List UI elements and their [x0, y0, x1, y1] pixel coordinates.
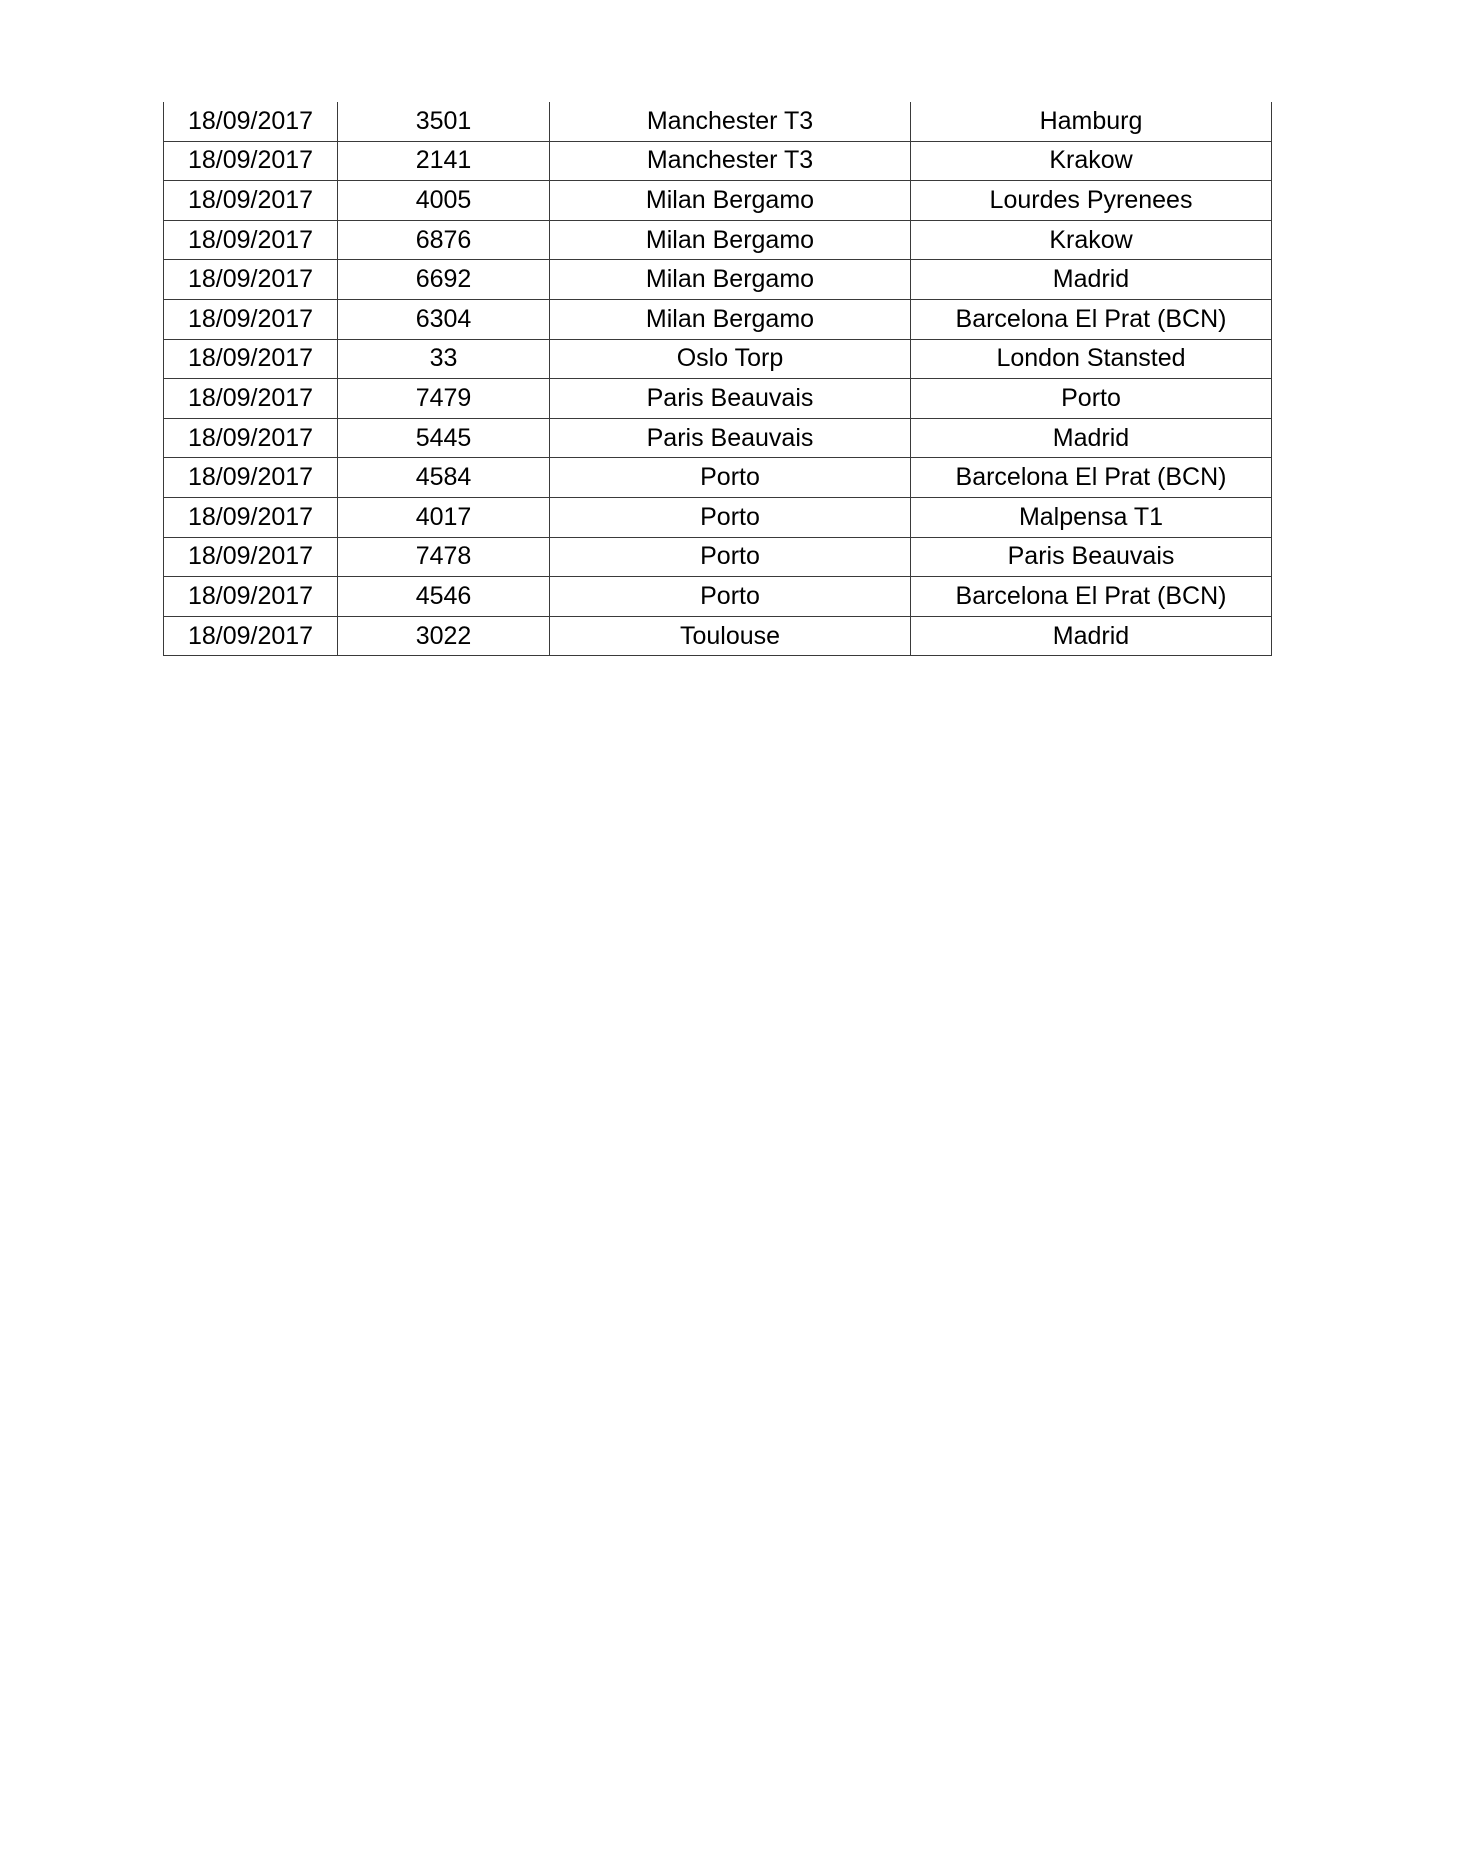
origin-cell: Porto	[550, 458, 911, 498]
table-row	[164, 458, 1272, 498]
flight-number-cell: 3022	[338, 616, 550, 656]
origin-cell: Manchester T3	[550, 102, 911, 141]
date-cell: 18/09/2017	[164, 260, 338, 300]
flight-number-cell: 7479	[338, 379, 550, 419]
flight-number-cell: 4546	[338, 577, 550, 617]
flight-number-cell: 6692	[338, 260, 550, 300]
flights-table	[163, 102, 1272, 656]
date-cell: 18/09/2017	[164, 497, 338, 537]
table-row	[164, 577, 1272, 617]
origin-cell: Milan Bergamo	[550, 220, 911, 260]
table-row	[164, 260, 1272, 300]
date-cell: 18/09/2017	[164, 220, 338, 260]
flight-number-cell: 4017	[338, 497, 550, 537]
date-cell: 18/09/2017	[164, 418, 338, 458]
origin-cell: Paris Beauvais	[550, 379, 911, 419]
table-row	[164, 339, 1272, 379]
origin-cell: Milan Bergamo	[550, 181, 911, 221]
destination-cell: Paris Beauvais	[911, 537, 1272, 577]
destination-cell: Krakow	[911, 220, 1272, 260]
destination-cell: Madrid	[911, 418, 1272, 458]
table-row	[164, 418, 1272, 458]
origin-cell: Toulouse	[550, 616, 911, 656]
flight-number-cell: 5445	[338, 418, 550, 458]
origin-cell: Paris Beauvais	[550, 418, 911, 458]
origin-cell: Porto	[550, 497, 911, 537]
destination-cell: Madrid	[911, 616, 1272, 656]
flight-number-cell: 4584	[338, 458, 550, 498]
destination-cell: Madrid	[911, 260, 1272, 300]
origin-cell: Manchester T3	[550, 141, 911, 181]
date-cell: 18/09/2017	[164, 141, 338, 181]
origin-cell: Milan Bergamo	[550, 299, 911, 339]
date-cell: 18/09/2017	[164, 577, 338, 617]
table-row	[164, 181, 1272, 221]
destination-cell: Porto	[911, 379, 1272, 419]
date-cell: 18/09/2017	[164, 299, 338, 339]
destination-cell: Barcelona El Prat (BCN)	[911, 299, 1272, 339]
date-cell: 18/09/2017	[164, 458, 338, 498]
origin-cell: Milan Bergamo	[550, 260, 911, 300]
origin-cell: Oslo Torp	[550, 339, 911, 379]
table-row	[164, 299, 1272, 339]
table-row	[164, 220, 1272, 260]
destination-cell: Lourdes Pyrenees	[911, 181, 1272, 221]
date-cell: 18/09/2017	[164, 616, 338, 656]
destination-cell: Hamburg	[911, 102, 1272, 141]
table-row	[164, 616, 1272, 656]
table-row	[164, 102, 1272, 141]
table-row	[164, 379, 1272, 419]
flight-number-cell: 7478	[338, 537, 550, 577]
date-cell: 18/09/2017	[164, 181, 338, 221]
date-cell: 18/09/2017	[164, 102, 338, 141]
date-cell: 18/09/2017	[164, 379, 338, 419]
flight-number-cell: 6304	[338, 299, 550, 339]
flight-number-cell: 2141	[338, 141, 550, 181]
table-row	[164, 497, 1272, 537]
flight-number-cell: 6876	[338, 220, 550, 260]
destination-cell: Krakow	[911, 141, 1272, 181]
table-row	[164, 537, 1272, 577]
origin-cell: Porto	[550, 537, 911, 577]
table-row	[164, 141, 1272, 181]
destination-cell: Barcelona El Prat (BCN)	[911, 577, 1272, 617]
flight-number-cell: 4005	[338, 181, 550, 221]
flights-table-body	[164, 102, 1272, 656]
date-cell: 18/09/2017	[164, 339, 338, 379]
origin-cell: Porto	[550, 577, 911, 617]
flight-number-cell: 33	[338, 339, 550, 379]
destination-cell: London Stansted	[911, 339, 1272, 379]
destination-cell: Barcelona El Prat (BCN)	[911, 458, 1272, 498]
flight-number-cell: 3501	[338, 102, 550, 141]
destination-cell: Malpensa T1	[911, 497, 1272, 537]
date-cell: 18/09/2017	[164, 537, 338, 577]
